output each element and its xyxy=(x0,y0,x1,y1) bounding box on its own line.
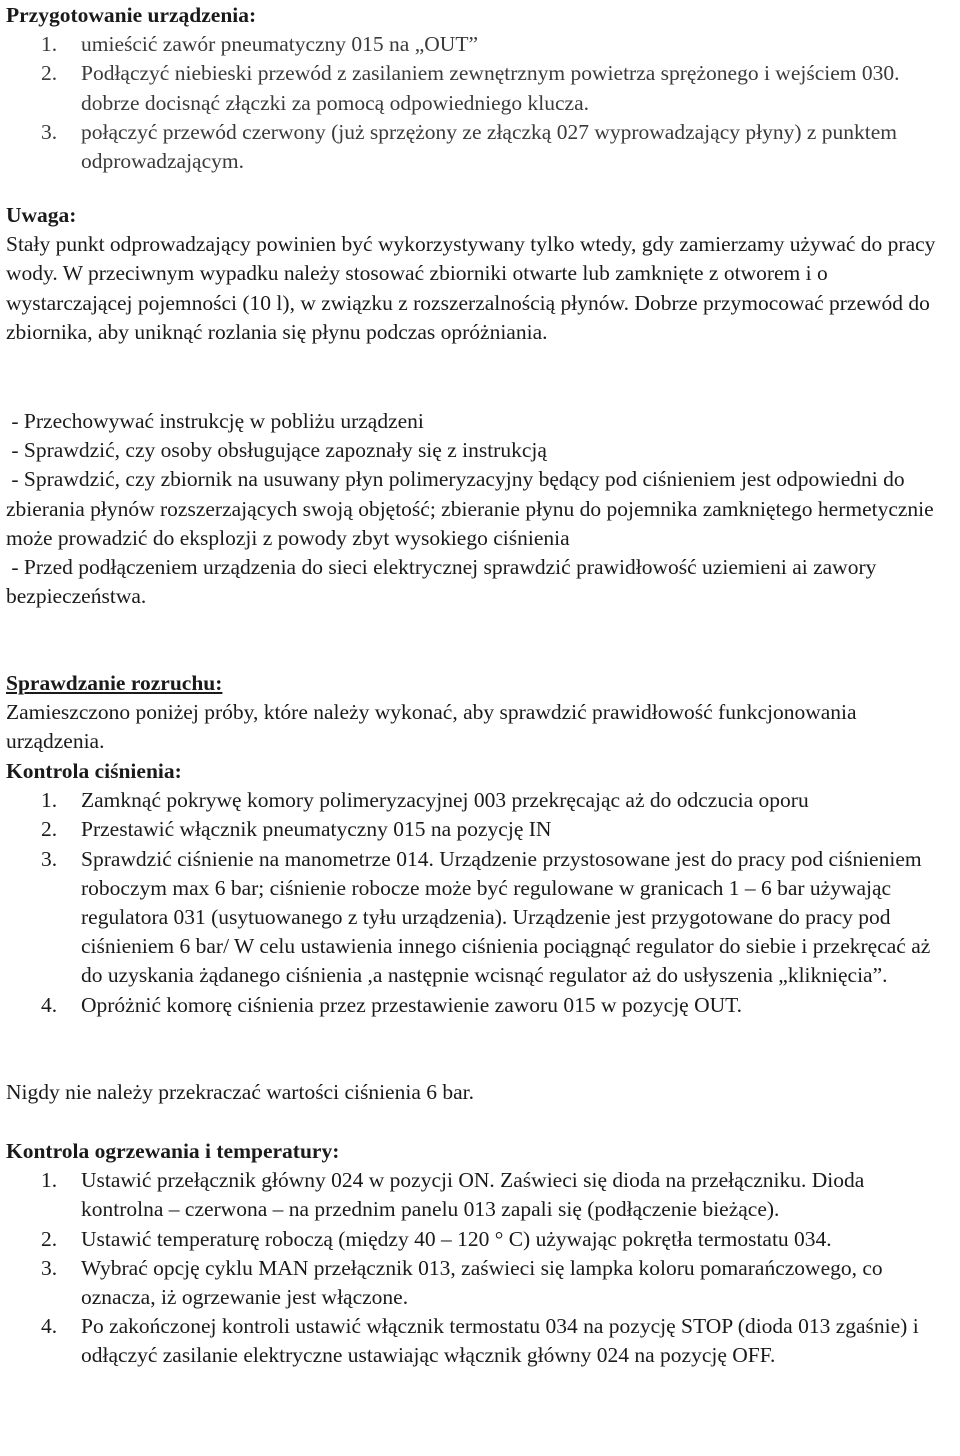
heating-item xyxy=(6,1166,950,1224)
prep-item xyxy=(6,59,950,117)
pressure-warning: Nigdy nie należy przekraczać wartości ciśnienia 6 bar. xyxy=(6,1080,475,1104)
heating-section xyxy=(6,1137,950,1371)
heating-item xyxy=(6,1312,950,1370)
item-text: Opróżnić komorę ciśnienia przez przestawienie zaworu 015 w pozycję OUT. xyxy=(81,992,743,1017)
item-text: połączyć przewód czerwony (już sprzężony ze złączką 027 wyprowadzający płyny) z punktem odprowadzającym. xyxy=(81,119,898,174)
pressure-item xyxy=(6,786,950,815)
note-paragraph: Stały punkt odprowadzający powinien być wykorzystywany tylko wtedy, gdy zamierzamy używać do pracy wody. W przeciwnym wypadku należy stosować zbiorniki otwarte lub zamknięte z otworem i o wystarczającej pojemności (10 l), w związku z rozszerzalnością płynów. Dobrze przymocować przewód do zbiornika, aby uniknąć rozlania się płynu podczas opróżniania. xyxy=(6,232,936,344)
warnings-section xyxy=(6,407,950,611)
item-number: 2. xyxy=(41,61,58,86)
item-text: Zamknąć pokrywę komory polimeryzacyjnej 003 przekręcając aż do odczucia oporu xyxy=(81,788,809,813)
startup-heading: Sprawdzanie rozruchu: xyxy=(6,671,223,695)
item-text: Sprawdzić ciśnienie na manometrze 014. Urządzenie przystosowane jest do pracy pod ciśnieniem roboczym max 6 bar; ciśnienie robocze może być regulowane w granicach 1 – 6 bar używając regulatora 031 (usytuowanego z tyłu urządzenia). Urządzenie jest przygotowane do pracy pod ciśnieniem 6 bar/ W celu ustawienia innego ciśnienia pociągnąć regulator do siebie i przekręcać aż do uzyskania żądanego ciśnienia ,a następnie wcisnąć regulator aż do usłyszenia „kliknięcia”. xyxy=(81,846,931,988)
item-number: 2. xyxy=(41,1226,58,1251)
item-text: umieścić zawór pneumatyczny 015 na „OUT” xyxy=(81,32,478,57)
prep-item xyxy=(6,30,950,59)
item-number: 3. xyxy=(41,119,58,144)
prep-list xyxy=(6,30,950,176)
pressure-item xyxy=(6,991,950,1020)
item-number: 4. xyxy=(41,992,58,1017)
warning-line: - Przechowywać instrukcję w pobliżu urządzeni xyxy=(6,409,424,433)
item-text: Ustawić przełącznik główny 024 w pozycji ON. Zaświeci się dioda na przełączniku. Dioda kontrolna – czerwona – na przednim panelu 013 zapali się (podłączenie bieżące). xyxy=(81,1168,865,1222)
pressure-list xyxy=(6,786,950,1020)
item-text: Wybrać opcję cyklu MAN przełącznik 013, zaświeci się lampka koloru pomarańczowego, co oznacza, iż ogrzewanie jest włączone. xyxy=(81,1255,883,1310)
prep-section xyxy=(6,1,950,176)
pressure-item xyxy=(6,845,950,991)
startup-intro: Zamieszczono poniżej próby, które należy wykonać, aby sprawdzić prawidłowość funkcjonowania urządzenia. xyxy=(6,700,857,754)
note-section xyxy=(6,201,950,347)
warning-line: - Sprawdzić, czy osoby obsługujące zapoznały się z instrukcją xyxy=(6,438,547,463)
item-text: Przestawić włącznik pneumatyczny 015 na pozycję IN xyxy=(81,817,552,842)
item-number: 1. xyxy=(41,32,58,57)
item-text: Po zakończonej kontroli ustawić włącznik termostatu 034 na pozycję STOP (dioda 013 zgaśnie) i odłączyć zasilanie elektryczne ustawiając włącznik główny 024 na pozycję OFF. xyxy=(81,1314,919,1368)
item-text: Podłączyć niebieski przewód z zasilaniem zewnętrznym powietrza sprężonego i wejściem 030. dobrze docisnąć złączki za pomocą odpowiedniego klucza. xyxy=(81,61,900,115)
item-number: 4. xyxy=(41,1314,58,1339)
heating-item xyxy=(6,1225,950,1254)
pressure-section xyxy=(6,757,950,1020)
item-number: 2. xyxy=(41,817,58,842)
item-text: Ustawić temperaturę roboczą (między 40 – 120 ° C) używając pokrętła termostatu 034. xyxy=(81,1226,832,1251)
note-heading: Uwaga: xyxy=(6,203,77,227)
prep-item xyxy=(6,118,950,176)
pressure-item xyxy=(6,815,950,844)
warning-line: - Sprawdzić, czy zbiornik na usuwany płyn polimeryzacyjny będący pod ciśnieniem jest odpowiedni do zbierania płynów rozszerzających swoją objętość; zbieranie płynu do pojemnika zamkniętego hermetycznie może prowadzić do eksplozji z powody zbyt wysokiego ciśnienia xyxy=(6,467,940,550)
pressure-heading: Kontrola ciśnienia: xyxy=(6,759,182,783)
item-number: 1. xyxy=(41,1168,58,1193)
item-number: 3. xyxy=(41,846,58,871)
heating-item xyxy=(6,1254,950,1312)
warning-line: - Przed podłączeniem urządzenia do sieci elektrycznej sprawdzić prawidłowość uziemieni ai zawory bezpieczeństwa. xyxy=(6,555,882,609)
item-number: 3. xyxy=(41,1255,58,1280)
prep-heading: Przygotowanie urządzenia: xyxy=(6,3,257,27)
heating-list xyxy=(6,1166,950,1370)
heating-heading: Kontrola ogrzewania i temperatury: xyxy=(6,1139,340,1163)
startup-section xyxy=(6,669,950,757)
item-number: 1. xyxy=(41,788,58,813)
